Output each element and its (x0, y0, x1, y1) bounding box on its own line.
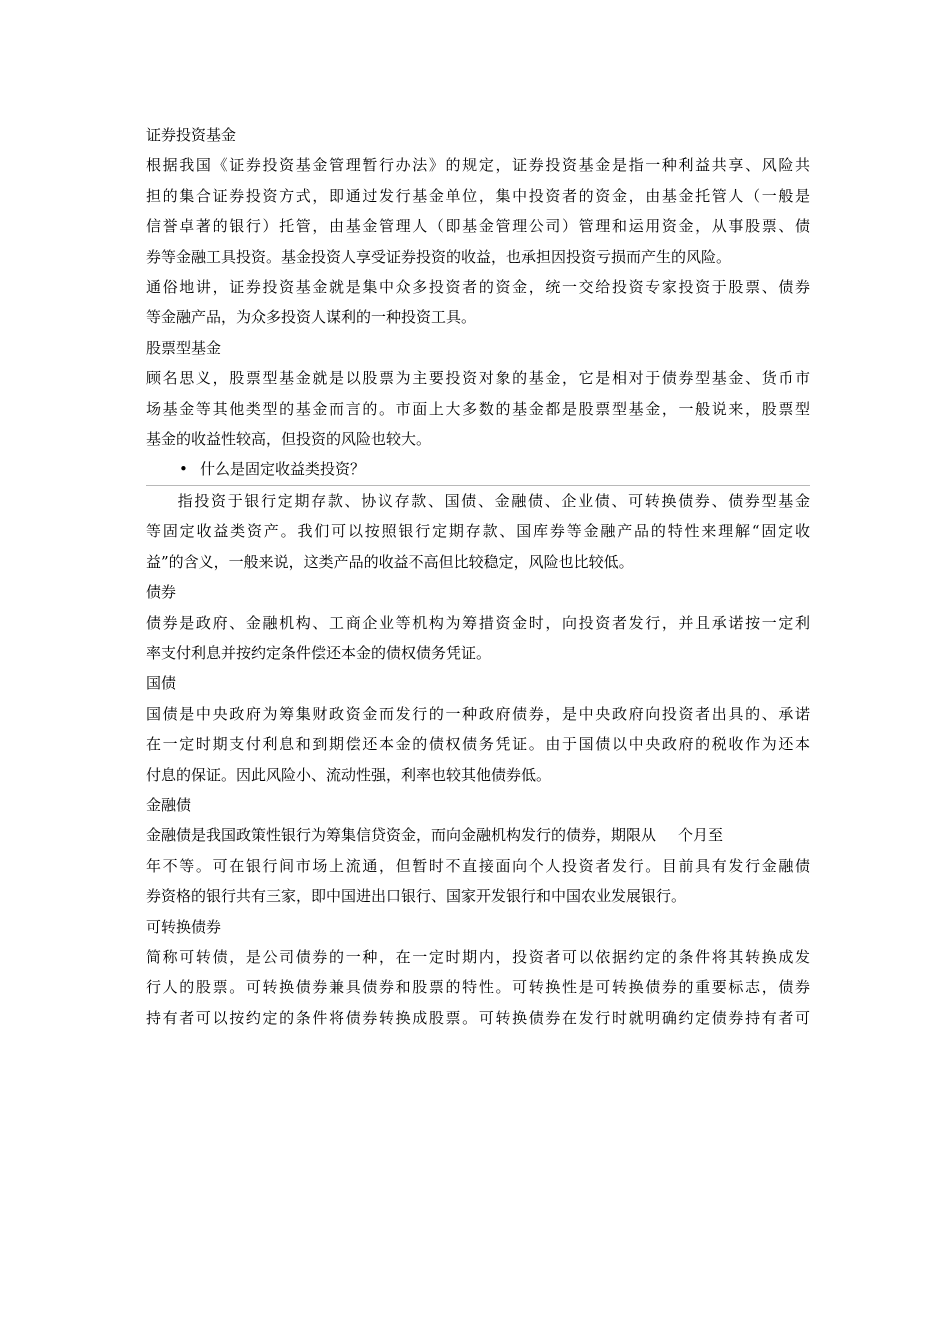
text-line: 付息的保证。因此风险小、流动性强，利率也较其他债券低。 (146, 765, 552, 784)
text-line: 行人的股票。可转换债券兼具债券和股票的特性。可转换性是可转换债券的重要标志，债券 (146, 978, 810, 997)
text-line: 担的集合证券投资方式，即通过发行基金单位，集中投资者的资金，由基金托管人（一般是 (146, 186, 810, 205)
bullet-dot-icon: • (179, 460, 188, 479)
document-body (146, 120, 810, 1033)
text-line: 根据我国《证券投资基金管理暂行办法》的规定，证券投资基金是指一种利益共享、风险共 (146, 156, 810, 175)
text-line: 场基金等其他类型的基金而言的。市面上大多数的基金都是股票型基金，一般说来，股票型 (146, 399, 810, 418)
text-line: 券资格的银行共有三家，即中国进出口银行、国家开发银行和中国农业发展银行。 (146, 887, 687, 906)
text-line: 持有者可以按约定的条件将债券转换成股票。可转换债券在发行时就明确约定债券持有者可 (146, 1008, 810, 1027)
paragraph-convertible-bond (146, 942, 810, 1033)
bullet-item-fixed-income-question (146, 454, 810, 484)
paragraph-equity-fund (146, 363, 810, 454)
text-line: 券等金融工具投资。基金投资人享受证券投资的收益，也承担因投资亏损而产生的风险。 (146, 247, 732, 266)
section-heading-financial-bond: 金融债 (146, 795, 192, 814)
text-line: 在一定时期支付利息和到期偿还本金的债权债务凭证。由于国债以中央政府的税收作为还本 (146, 735, 810, 754)
paragraph-treasury-bond (146, 699, 810, 790)
section-heading-convertible-bond: 可转换债券 (146, 917, 222, 936)
text-line: 等金融产品，为众多投资人谋利的一种投资工具。 (146, 308, 477, 327)
paragraph-securities-fund (146, 150, 810, 332)
section-heading-treasury-bond: 国债 (146, 674, 177, 693)
text-line: 顾名思义，股票型基金就是以股票为主要投资对象的基金，它是相对于债券型基金、货币市 (146, 369, 810, 388)
section-heading-equity-fund: 股票型基金 (146, 338, 222, 357)
text-line: 信誉卓著的银行）托管，由基金管理人（即基金管理公司）管理和运用资金，从事股票、债 (146, 217, 810, 236)
section-heading-bond: 债券 (146, 583, 177, 602)
section-heading-securities-fund: 证券投资基金 (146, 126, 237, 144)
text-line: 金融债是我国政策性银行为筹集信贷资金，而向金融机构发行的债券，期限从 个月至 (146, 826, 724, 845)
text-line: 通俗地讲，证券投资基金就是集中众多投资者的资金，统一交给投资专家投资于股票、债券 (146, 278, 810, 297)
text-line: 指投资于银行定期存款、协议存款、国债、金融债、企业债、可转换债券、债券型基金 (176, 491, 810, 510)
text-line: 益”的含义，一般来说，这类产品的收益不高但比较稳定，风险也比较低。 (146, 552, 634, 571)
text-line: 债券是政府、金融机构、工商企业等机构为筹措资金时，向投资者发行，并且承诺按一定利 (146, 613, 810, 632)
paragraph-financial-bond (146, 820, 810, 911)
text-line: 率支付利息并按约定条件偿还本金的债权债务凭证。 (146, 643, 492, 662)
text-line: 等固定收益类资产。我们可以按照银行定期存款、国库券等金融产品的特性来理解“固定收 (146, 522, 810, 541)
text-line: 国债是中央政府为筹集财政资金而发行的一种政府债券，是中央政府向投资者出具的、承诺 (146, 704, 810, 723)
text-line: 简称可转债，是公司债券的一种，在一定时期内，投资者可以依据约定的条件将其转换成发 (146, 947, 810, 966)
text-line: 年不等。可在银行间市场上流通，但暂时不直接面向个人投资者发行。目前具有发行金融债 (146, 856, 810, 875)
bullet-text: 什么是固定收益类投资？ (200, 460, 366, 479)
paragraph-bond (146, 608, 810, 669)
text-line: 基金的收益性较高，但投资的风险也较大。 (146, 430, 432, 449)
paragraph-fixed-income (146, 486, 810, 577)
